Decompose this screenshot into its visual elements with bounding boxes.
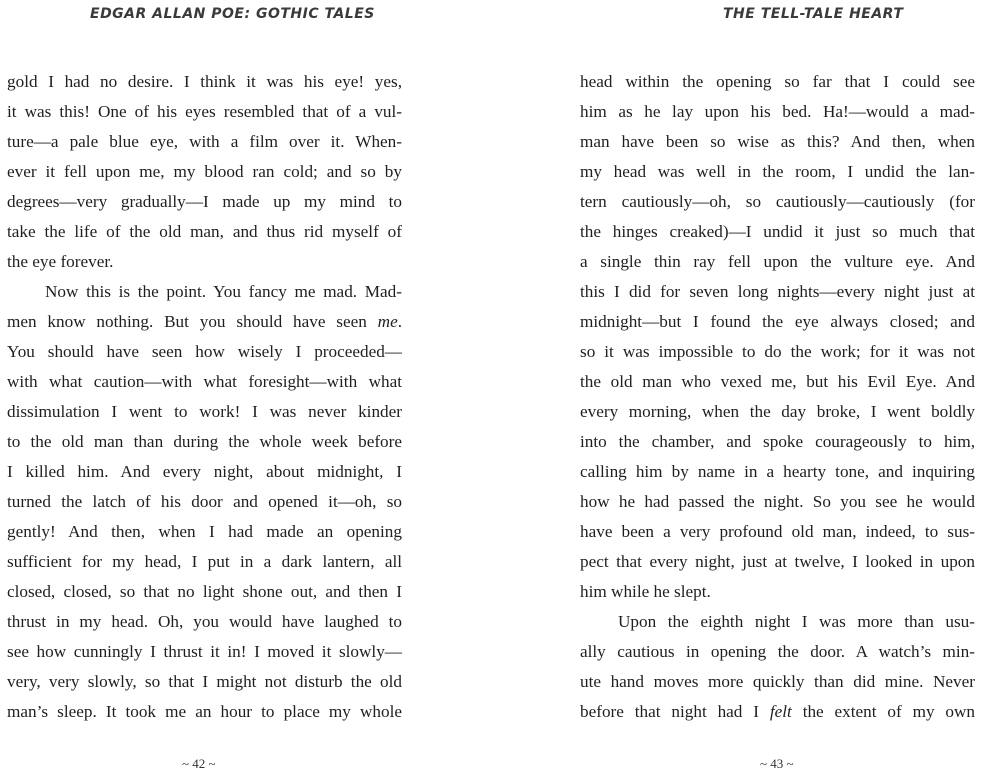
text-line: so it was impossible to do the work; for it was not [580, 342, 975, 361]
text-line: head within the opening so far that I could see [580, 72, 975, 91]
text-line: closed, closed, so that no light shone out, and then I [7, 582, 402, 601]
italic-emphasis: me [377, 312, 398, 331]
left-page [0, 0, 410, 777]
page-number: ~ 42 ~ [182, 756, 216, 771]
page-number: ~ 43 ~ [760, 756, 794, 771]
text-line: Now this is the point. You fancy me mad. Mad- [45, 282, 402, 301]
text-line: very, very slowly, so that I might not disturb the old [7, 672, 402, 691]
text-line: degrees—very gradually—I made up my mind to [7, 192, 402, 211]
text-line: pect that every night, just at twelve, I looked in upon [580, 552, 975, 571]
text-line: calling him by name in a hearty tone, and inquiring [580, 462, 975, 481]
running-head-book-title: EDGAR ALLAN POE: GOTHIC TALES [90, 6, 375, 22]
right-page [580, 0, 975, 777]
text-run: men know nothing. But you should have seen [7, 312, 378, 331]
text-run: before that night had I [580, 702, 770, 721]
text-line: ture—a pale blue eye, with a film over it. When- [7, 132, 402, 151]
text-line: to the old man than during the whole week before [7, 432, 402, 451]
text-line: how he had passed the night. So you see he would [580, 492, 975, 511]
text-run: the extent of my own [802, 702, 976, 721]
text-run: . [397, 312, 402, 331]
text-line: ally cautious in opening the door. A watch’s min- [580, 642, 975, 661]
running-head-story-title: THE TELL-TALE HEART [723, 6, 904, 22]
text-line: every morning, when the day broke, I went boldly [580, 402, 975, 421]
text-line: into the chamber, and spoke courageously to him, [580, 432, 975, 451]
text-line: thrust in my head. Oh, you would have laughed to [7, 612, 402, 631]
text-line: take the life of the old man, and thus rid myself of [7, 222, 402, 241]
text-line: have been a very profound old man, indeed, to sus- [580, 522, 975, 541]
text-line: my head was well in the room, I undid the lan- [580, 162, 975, 181]
text-line: turned the latch of his door and opened it—oh, so [7, 492, 402, 511]
text-line: the old man who vexed me, but his Evil Eye. And [580, 372, 975, 391]
text-line: midnight—but I found the eye always closed; and [580, 312, 975, 331]
text-line: with what caution—with what foresight—with what [7, 372, 402, 391]
text-line: ute hand moves more quickly than did mine. Never [580, 672, 975, 691]
text-line: the hinges creaked)—I undid it just so much that [580, 222, 975, 241]
text-line: ever it fell upon me, my blood ran cold; and so by [7, 162, 402, 181]
text-line: it was this! One of his eyes resembled that of a vul- [7, 102, 402, 121]
text-line: see how cunningly I thrust it in! I moved it slowly— [7, 642, 402, 661]
text-line: a single thin ray fell upon the vulture eye. And [580, 252, 975, 271]
text-line: him while he slept. [580, 582, 711, 601]
text-line-with-italic [7, 307, 402, 337]
italic-emphasis: felt [769, 702, 792, 721]
text-line: tern cautiously—oh, so cautiously—cautiously (for [580, 192, 975, 211]
text-line: this I did for seven long nights—every night just at [580, 282, 975, 301]
text-line: dissimulation I went to work! I was never kinder [7, 402, 402, 421]
text-line: man’s sleep. It took me an hour to place my whole [7, 702, 402, 721]
text-line: You should have seen how wisely I proceeded— [7, 342, 402, 361]
left-page-body [7, 67, 402, 727]
text-line: him as he lay upon his bed. Ha!—would a mad- [580, 102, 975, 121]
text-line: I killed him. And every night, about midnight, I [7, 462, 402, 481]
text-line: Upon the eighth night I was more than usu- [618, 612, 975, 631]
text-line: gently! And then, when I had made an opening [7, 522, 402, 541]
text-line: sufficient for my head, I put in a dark lantern, all [7, 552, 402, 571]
right-page-body [580, 67, 975, 727]
text-line: man have been so wise as this? And then, when [580, 132, 975, 151]
text-line: gold I had no desire. I think it was his eye! yes, [7, 72, 402, 91]
text-line-with-italic [580, 697, 975, 727]
text-line: the eye forever. [7, 252, 114, 271]
